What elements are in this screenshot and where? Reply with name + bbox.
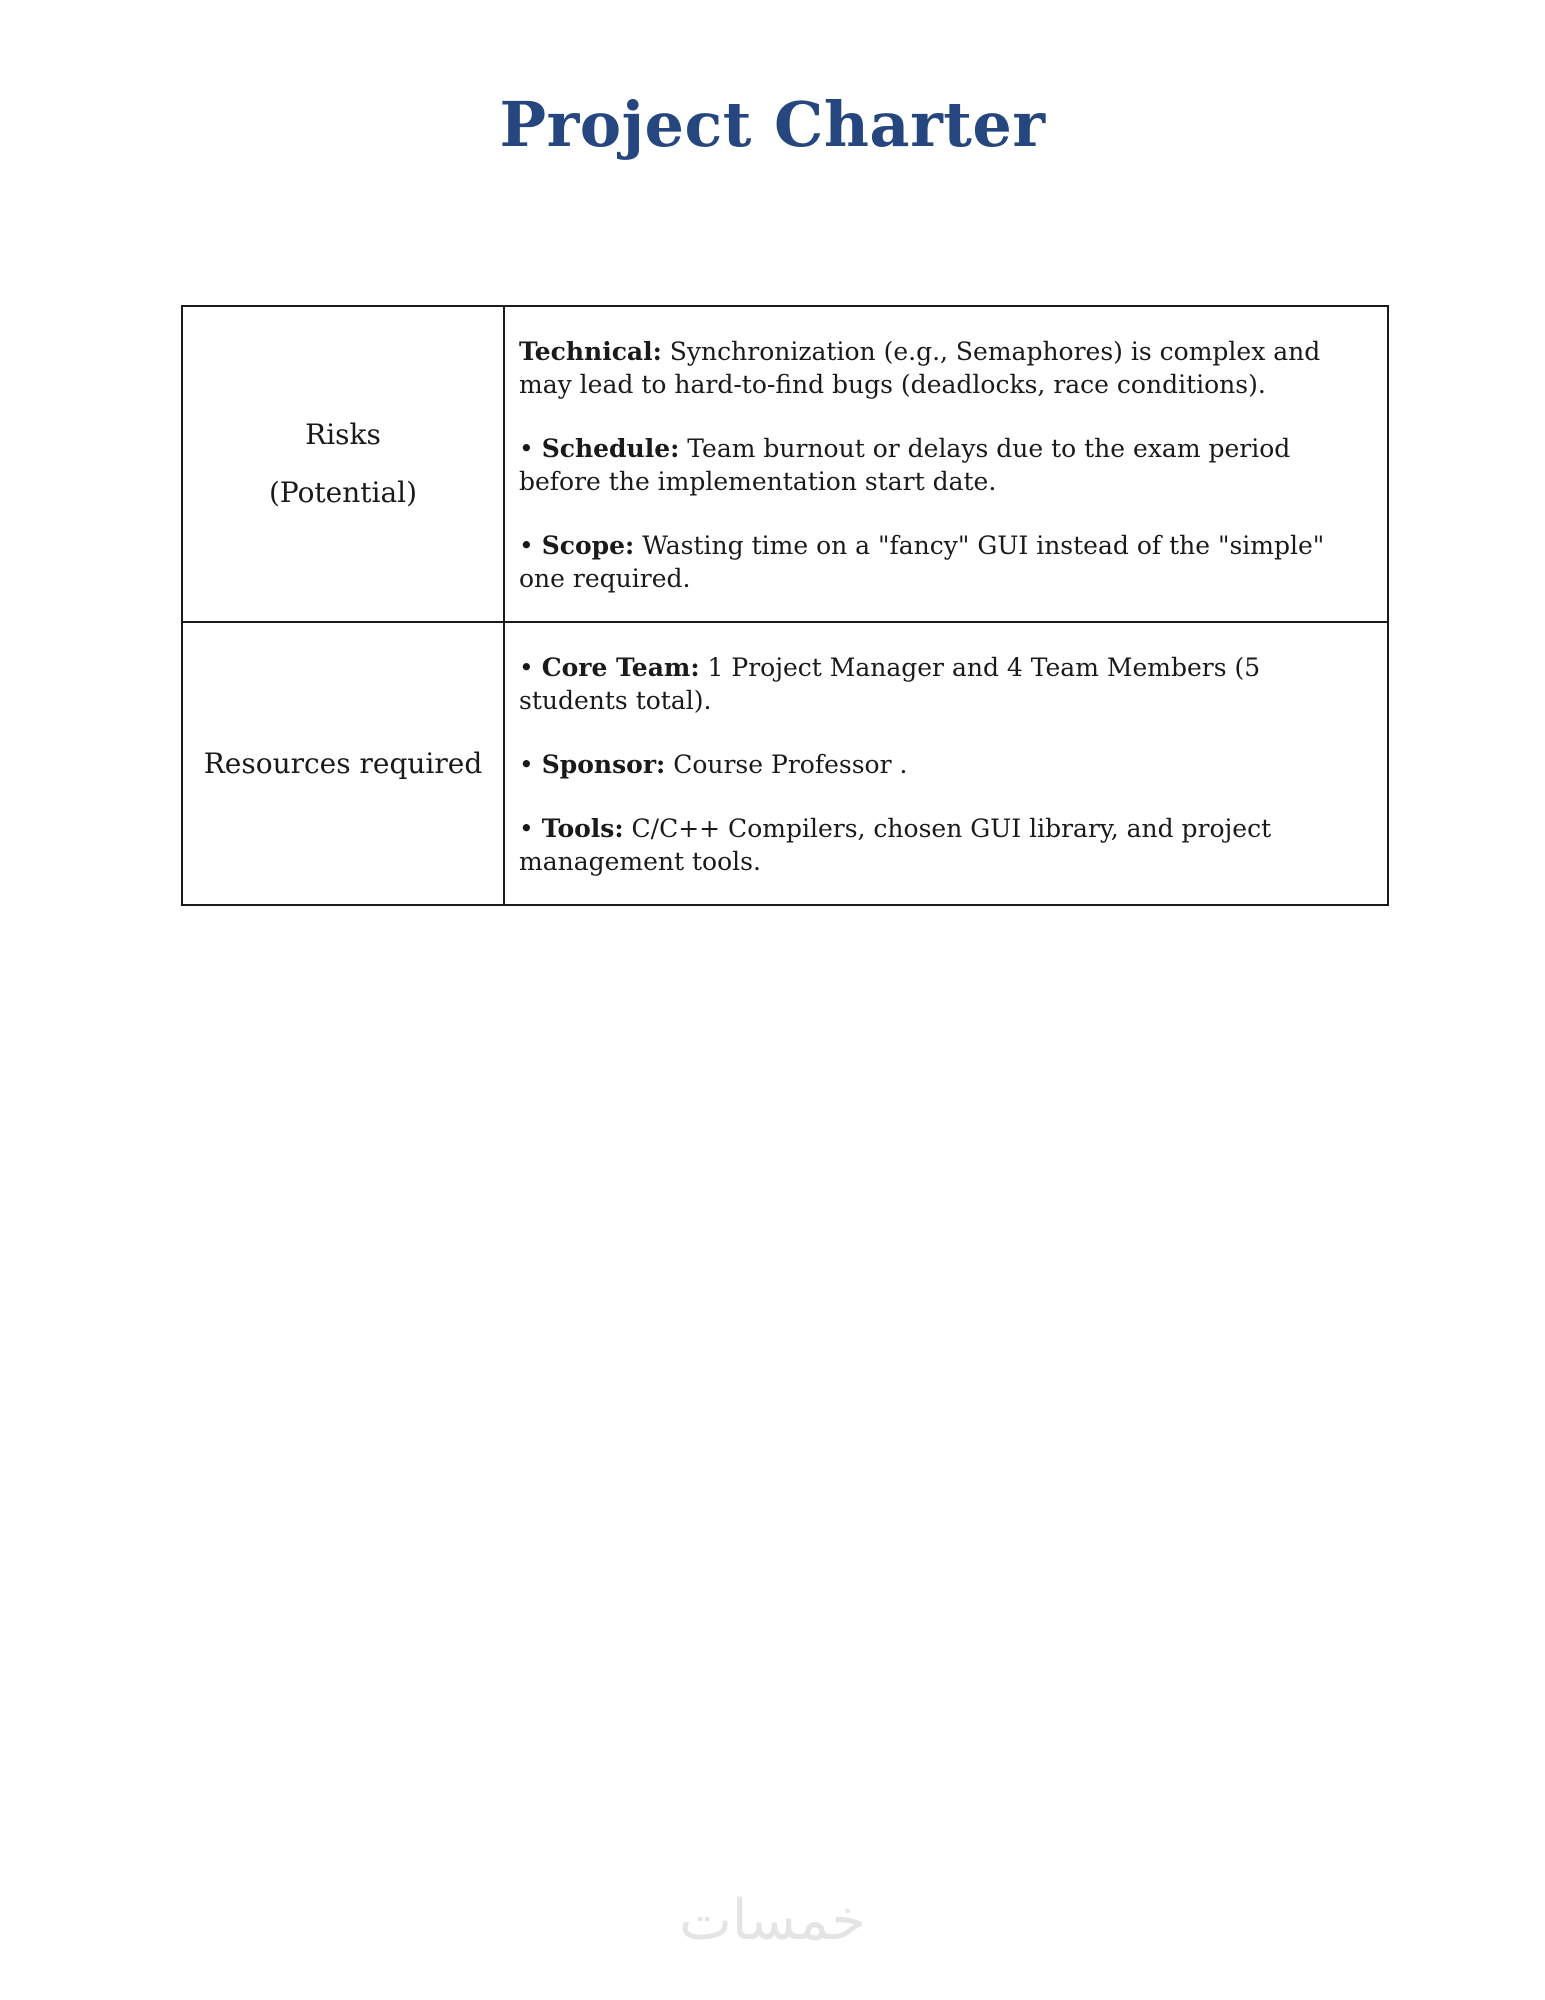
item-key: Core Team: bbox=[541, 653, 700, 682]
row-content-resources bbox=[504, 622, 1388, 905]
item-text: Synchronization (e.g., Semaphores) is complex and may lead to hard-to-find bugs (deadlocks, race conditions). bbox=[519, 337, 1321, 399]
list-item-schedule-risk bbox=[519, 432, 1359, 498]
item-key: Technical: bbox=[519, 337, 662, 366]
table-row-resources bbox=[182, 622, 1388, 905]
item-text: Wasting time on a "fancy" GUI instead of the "simple" one required. bbox=[519, 531, 1325, 593]
row-label-line: (Potential) bbox=[268, 476, 418, 509]
list-item-scope-risk bbox=[519, 529, 1359, 595]
row-label-risks bbox=[182, 306, 504, 622]
table-row-risks bbox=[182, 306, 1388, 622]
item-bullet: • bbox=[519, 434, 542, 463]
item-text: 1 Project Manager and 4 Team Members (5 students total). bbox=[519, 653, 1261, 715]
item-bullet: • bbox=[519, 814, 542, 843]
item-key: Tools: bbox=[541, 814, 624, 843]
item-bullet: • bbox=[519, 653, 542, 682]
row-content-risks bbox=[504, 306, 1388, 622]
page-title: Project Charter bbox=[499, 88, 1046, 161]
list-item-technical-risk bbox=[519, 335, 1359, 401]
item-bullet: • bbox=[519, 531, 542, 560]
row-label-resources bbox=[182, 622, 504, 905]
item-key: Scope: bbox=[541, 531, 635, 560]
row-label-line: Risks bbox=[305, 418, 381, 451]
item-bullet: • bbox=[519, 750, 542, 779]
item-key: Sponsor: bbox=[541, 750, 666, 779]
list-item-core-team bbox=[519, 651, 1359, 717]
item-text: Team burnout or delays due to the exam period before the implementation start date. bbox=[519, 434, 1291, 496]
item-text: C/C++ Compilers, chosen GUI library, and project management tools. bbox=[519, 814, 1272, 876]
watermark-logo: خمسات bbox=[679, 1888, 866, 1953]
row-label-line: Resources required bbox=[203, 746, 483, 780]
list-item-tools bbox=[519, 812, 1359, 878]
list-item-sponsor bbox=[519, 748, 1359, 781]
item-key: Schedule: bbox=[541, 434, 680, 463]
item-text: Course Professor . bbox=[665, 750, 908, 779]
charter-table bbox=[181, 305, 1389, 906]
